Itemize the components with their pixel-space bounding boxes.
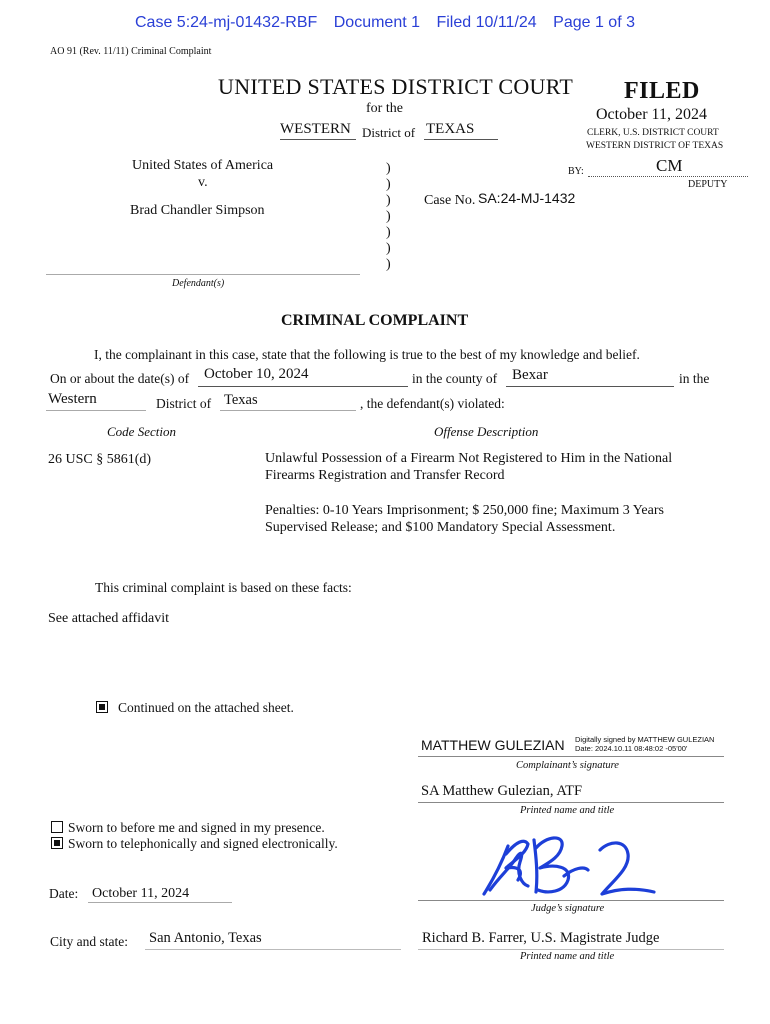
city-state-label: City and state: bbox=[50, 934, 128, 949]
for-the-label: for the bbox=[366, 101, 403, 116]
offense-desc-line2: Firearms Registration and Transfer Record bbox=[265, 468, 505, 483]
document-number: Document 1 bbox=[333, 14, 421, 31]
judge-printed-name: Richard B. Farrer, U.S. Magistrate Judge bbox=[422, 930, 660, 946]
complainant-printed-name: SA Matthew Gulezian, ATF bbox=[421, 783, 583, 799]
filed-stamp-title: FILED bbox=[624, 78, 700, 104]
defendant-name: Brad Chandler Simpson bbox=[130, 203, 265, 218]
page-indicator: Page 1 of 3 bbox=[553, 14, 635, 31]
code-section-header: Code Section bbox=[107, 424, 176, 439]
judge-signature-label: Judge’s signature bbox=[531, 903, 605, 914]
complainant-printed-label: Printed name and title bbox=[520, 805, 615, 816]
facts-label: This criminal complaint is based on these facts: bbox=[95, 580, 352, 595]
judge-date-value: October 11, 2024 bbox=[92, 886, 190, 901]
violated-text: , the defendant(s) violated: bbox=[360, 396, 505, 411]
sworn-in-presence-label: Sworn to before me and signed in my presence. bbox=[68, 820, 325, 835]
judge-date-underline bbox=[88, 902, 232, 903]
digital-signed-by: Digitally signed by MATTHEW GULEZIAN bbox=[575, 735, 715, 744]
case-no-label: Case No. bbox=[424, 193, 476, 208]
sworn-in-presence-checkbox[interactable] bbox=[51, 821, 63, 833]
defendant-line bbox=[46, 274, 360, 275]
offense-date-underline bbox=[198, 386, 408, 387]
complaint-intro: I, the complainant in this case, state that the following is true to the best of my knowledge and belief. bbox=[94, 347, 640, 362]
offense-description-header: Offense Description bbox=[434, 424, 539, 439]
district-of-text: District of bbox=[156, 396, 212, 411]
district-prefix-underline bbox=[280, 139, 356, 140]
offense-desc-line1: Unlawful Possession of a Firearm Not Registered to Him in the National bbox=[265, 451, 673, 466]
complainant-signature-label: Complainant’s signature bbox=[516, 760, 619, 771]
state-value: Texas bbox=[224, 392, 258, 408]
caption-parentheses: ) ) ) ) ) ) ) bbox=[386, 161, 391, 272]
case-no-value: SA:24-MJ-1432 bbox=[478, 190, 576, 206]
filed-stamp-date: October 11, 2024 bbox=[596, 106, 707, 123]
versus-label: v. bbox=[198, 175, 208, 190]
judge-signature-line bbox=[418, 900, 724, 901]
county-underline bbox=[506, 386, 674, 387]
filed-stamp-deputy: DEPUTY bbox=[688, 179, 728, 190]
digital-signature-details bbox=[575, 735, 714, 753]
court-state-underline bbox=[424, 139, 498, 140]
filed-stamp-initials: CM bbox=[656, 156, 683, 175]
filed-date: Filed 10/11/24 bbox=[436, 14, 537, 31]
judge-printed-line bbox=[418, 949, 724, 950]
district-underline bbox=[46, 410, 146, 411]
filed-stamp-clerk: CLERK, U.S. DISTRICT COURT bbox=[587, 128, 719, 138]
judge-printed-label: Printed name and title bbox=[520, 951, 615, 962]
filed-stamp-by: BY: bbox=[568, 166, 584, 177]
continued-checkbox[interactable] bbox=[96, 701, 108, 713]
complaint-heading: CRIMINAL COMPLAINT bbox=[281, 312, 469, 329]
offense-date: October 10, 2024 bbox=[204, 366, 309, 382]
district-value: Western bbox=[48, 391, 97, 407]
digital-signed-date: Date: 2024.10.11 08:48:02 -05'00' bbox=[575, 744, 688, 753]
judge-handwritten-signature bbox=[476, 828, 676, 900]
state-underline bbox=[220, 410, 356, 411]
sworn-telephonically-checkbox[interactable] bbox=[51, 837, 63, 849]
penalties-line2: Supervised Release; and $100 Mandatory Special Assessment. bbox=[265, 520, 616, 535]
complainant-digital-signature: MATTHEW GULEZIAN bbox=[421, 737, 565, 753]
form-id: AO 91 (Rev. 11/11) Criminal Complaint bbox=[50, 46, 212, 57]
county-value: Bexar bbox=[512, 367, 548, 383]
facts-text: See attached affidavit bbox=[48, 611, 170, 626]
on-about-label: On or about the date(s) of bbox=[50, 371, 190, 386]
code-section-value: 26 USC § 5861(d) bbox=[48, 452, 152, 467]
district-prefix: WESTERN bbox=[280, 121, 351, 137]
complainant-signature-line bbox=[418, 756, 724, 757]
court-state: TEXAS bbox=[426, 121, 475, 137]
filing-header bbox=[0, 14, 770, 32]
filed-stamp-district: WESTERN DISTRICT OF TEXAS bbox=[586, 141, 724, 151]
filed-stamp-by-line bbox=[588, 176, 748, 177]
case-number-header: Case 5:24-mj-01432-RBF bbox=[135, 14, 318, 31]
plaintiff-name: United States of America bbox=[132, 158, 274, 173]
sworn-telephonically-label: Sworn to telephonically and signed electronically. bbox=[68, 836, 338, 851]
district-of-label: District of bbox=[362, 125, 416, 140]
in-county-label: in the county of bbox=[412, 371, 498, 386]
court-title: UNITED STATES DISTRICT COURT bbox=[218, 74, 574, 99]
complainant-printed-line bbox=[418, 802, 724, 803]
penalties-line1: Penalties: 0-10 Years Imprisonment; $ 250,000 fine; Maximum 3 Years bbox=[265, 503, 664, 518]
in-the-label: in the bbox=[679, 371, 710, 386]
defendants-label: Defendant(s) bbox=[172, 278, 225, 289]
city-state-value: San Antonio, Texas bbox=[149, 930, 262, 946]
city-state-underline bbox=[145, 949, 401, 950]
continued-label: Continued on the attached sheet. bbox=[118, 700, 294, 715]
judge-date-label: Date: bbox=[49, 886, 79, 901]
